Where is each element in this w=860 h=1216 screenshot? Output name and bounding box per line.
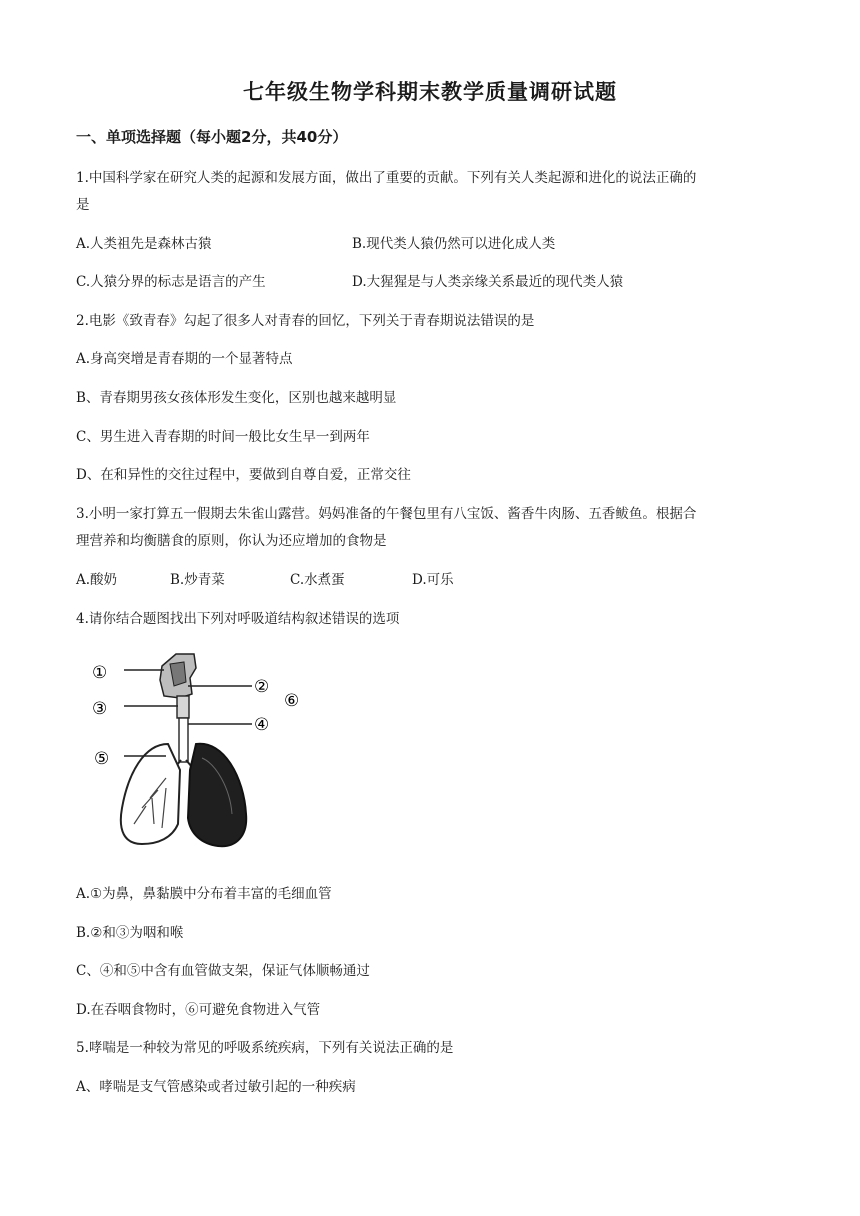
q5-option-a: A、哮喘是支气管感染或者过敏引起的一种疾病 xyxy=(76,1079,356,1095)
right-lung xyxy=(188,744,246,847)
larynx-shape xyxy=(177,696,189,718)
q1-option-d: D.大猩猩是与人类亲缘关系最近的现代类人猿 xyxy=(352,274,624,290)
q3-option-c: C.水煮蛋 xyxy=(290,572,345,588)
q4-option-a: A.①为鼻，鼻黏膜中分布着丰富的毛细血管 xyxy=(76,886,332,902)
label-1: ① xyxy=(92,663,108,683)
label-3: ③ xyxy=(92,699,108,719)
label-6: ⑥ xyxy=(284,691,300,711)
q2-option-b: B、青春期男孩女孩体形发生变化，区别也越来越明显 xyxy=(76,390,397,406)
q4-option-d: D.在吞咽食物时，⑥可避免食物进入气管 xyxy=(76,1002,321,1018)
q2-stem: 2.电影《致青春》勾起了很多人对青春的回忆，下列关于青春期说法错误的是 xyxy=(76,313,535,329)
q3-option-b: B.炒青菜 xyxy=(170,572,225,588)
q2-option-a: A.身高突增是青春期的一个显著特点 xyxy=(76,351,293,367)
label-2: ② xyxy=(254,677,270,697)
page-title: 七年级生物学科期末教学质量调研试题 xyxy=(243,80,617,104)
q1-stem-line1: 1.中国科学家在研究人类的起源和发展方面，做出了重要的贡献。下列有关人类起源和进化的说法正确的 xyxy=(76,170,697,186)
q1-stem-line2: 是 xyxy=(76,197,90,213)
q2-option-d: D、在和异性的交往过程中，要做到自尊自爱，正常交往 xyxy=(76,467,411,483)
q4-stem: 4.请你结合题图找出下列对呼吸道结构叙述错误的选项 xyxy=(76,611,400,627)
q2-option-c: C、男生进入青春期的时间一般比女生早一到两年 xyxy=(76,429,370,445)
section-heading: 一、单项选择题（每小题2分，共40分） xyxy=(76,128,348,146)
q1-option-a: A.人类祖先是森林古猿 xyxy=(76,236,212,252)
q1-option-c: C.人猿分界的标志是语言的产生 xyxy=(76,274,266,290)
q4-option-c: C、④和⑤中含有血管做支架，保证气体顺畅通过 xyxy=(76,963,370,979)
q5-stem: 5.哮喘是一种较为常见的呼吸系统疾病，下列有关说法正确的是 xyxy=(76,1040,454,1056)
label-4: ④ xyxy=(254,715,270,735)
respiratory-diagram xyxy=(84,648,314,856)
q4-option-b: B.②和③为咽和喉 xyxy=(76,925,184,941)
q3-option-d: D.可乐 xyxy=(412,572,454,588)
left-lung xyxy=(121,744,180,844)
respiratory-system-figure xyxy=(84,648,314,856)
q3-stem-line1: 3.小明一家打算五一假期去朱雀山露营。妈妈准备的午餐包里有八宝饭、酱香牛肉肠、五香鲅鱼。根据合 xyxy=(76,506,697,522)
q3-option-a: A.酸奶 xyxy=(76,572,118,588)
label-5: ⑤ xyxy=(94,749,110,769)
q1-option-b: B.现代类人猿仍然可以进化成人类 xyxy=(352,236,556,252)
q3-stem-line2: 理营养和均衡膳食的原则，你认为还应增加的食物是 xyxy=(76,533,387,549)
trachea-shape xyxy=(179,718,188,762)
